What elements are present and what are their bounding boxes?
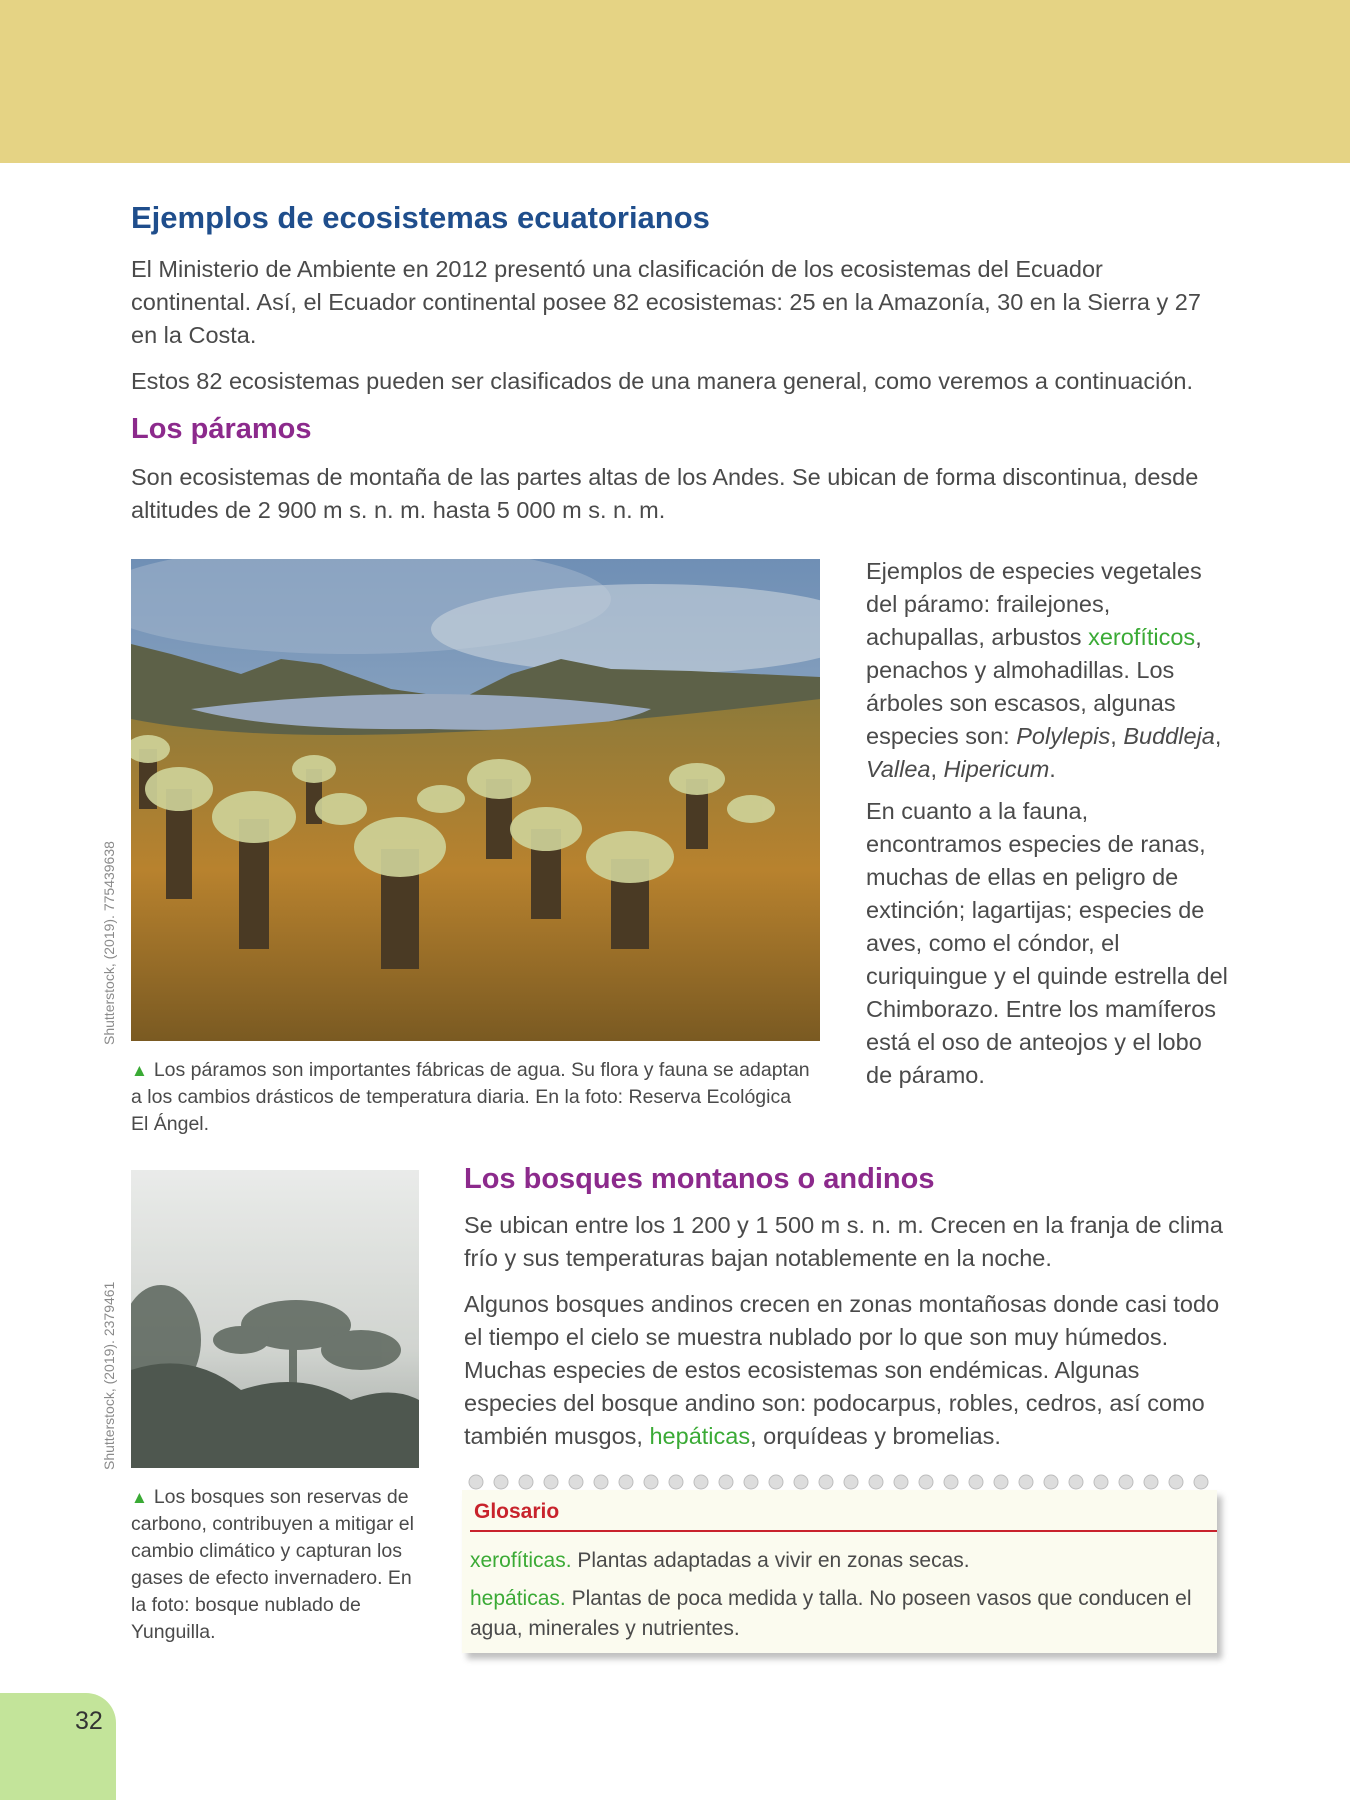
paramo-fauna-paragraph: En cuanto a la fauna, encontramos especies de ranas, muchas de ellas en peligro de extinción; lagartijas; especies de aves, como el cóndor, el curiquingue y el quinde estrella del Chimborazo. Entre los mamíferos está el oso de anteojos y el lobo de páramo. xyxy=(866,798,1228,1088)
species-buddleja: Buddleja xyxy=(1123,723,1215,749)
bosque-photo xyxy=(131,1170,419,1468)
flora-separator: , xyxy=(1110,723,1124,749)
species-polylepis: Polylepis xyxy=(1016,723,1111,749)
bosques-heading: Los bosques montanos o andinos xyxy=(464,1163,935,1195)
bosque-photo-credit: Shutterstock, (2019). 2379461 xyxy=(101,1281,117,1470)
glossary-entry-definition: Plantas de poca medida y talla. No poseen vasos que conducen el agua, minerales y nutrientes. xyxy=(470,1587,1192,1640)
triangle-icon: ▲ xyxy=(131,1488,148,1507)
paramos-heading: Los páramos xyxy=(131,413,312,445)
paramo-photo xyxy=(131,559,820,1041)
bosque-caption-text: Los bosques son reservas de carbono, contribuyen a mitigar el cambio climático y capturan los gases de efecto invernadero. En la foto: bosque nublado de Yunguilla. xyxy=(131,1486,414,1643)
paramos-paragraph: Son ecosistemas de montaña de las partes altas de los Andes. Se ubican de forma discontinua, desde altitudes de 2 900 m s. n. m. hasta 5 000 m s. n. m. xyxy=(131,464,1199,523)
glossary-entry xyxy=(470,1546,1210,1576)
bosques-text-b: , orquídeas y bromelias. xyxy=(750,1423,1001,1449)
glossary-divider xyxy=(470,1530,1217,1532)
intro-paragraph-2: Estos 82 ecosistemas pueden ser clasificados de una manera general, como veremos a continuación. xyxy=(131,368,1194,394)
intro-paragraph-1: El Ministerio de Ambiente en 2012 presentó una clasificación de los ecosistemas del Ecuador continental. Así, el Ecuador continental posee 82 ecosistemas: 25 en la Amazonía, 30 en la Sierra y 27 en la Costa. xyxy=(131,256,1201,348)
bosques-text-a: Algunos bosques andinos crecen en zonas montañosas donde casi todo el tiempo el cielo se muestra nublado por lo que son muy húmedos. Muchas especies de estos ecosistemas son endémicas. Algunas especies del bosque andino son: podocarpus, robles, cedros, así como también musgos, xyxy=(464,1291,1220,1449)
glossary-entry-term: xerofíticas. xyxy=(470,1549,572,1572)
section-title: Ejemplos de ecosistemas ecuatorianos xyxy=(131,200,710,235)
species-hipericum: Hipericum xyxy=(943,756,1050,782)
glossary-box xyxy=(462,1490,1217,1653)
bosque-caption xyxy=(131,1484,421,1646)
flora-separator: , xyxy=(1214,723,1222,749)
header-band xyxy=(0,0,1350,163)
page-number: 32 xyxy=(75,1707,103,1735)
cloud-forest-image xyxy=(131,1170,419,1468)
paramo-caption xyxy=(131,1057,811,1138)
flora-end: . xyxy=(1049,756,1056,782)
glossary-title: Glosario xyxy=(474,1500,560,1523)
bosques-paragraph-1: Se ubican entre los 1 200 y 1 500 m s. n. m. Crecen en la franja de clima frío y sus temperaturas bajan notablemente en la noche. xyxy=(464,1212,1223,1271)
bosques-paragraph-2 xyxy=(464,1288,1224,1453)
glossary-term-xerofiticos: xerofíticos xyxy=(1088,624,1196,650)
species-vallea: Vallea xyxy=(866,756,931,782)
paramo-landscape-image xyxy=(131,559,820,1041)
glossary-entry-definition: Plantas adaptadas a vivir en zonas secas. xyxy=(571,1549,970,1572)
glossary-term-hepaticas: hepáticas xyxy=(649,1423,751,1449)
glossary-entry xyxy=(470,1584,1210,1644)
paramo-flora-paragraph xyxy=(866,555,1228,786)
triangle-icon: ▲ xyxy=(131,1061,148,1080)
paramo-caption-text: Los páramos son importantes fábricas de agua. Su flora y fauna se adaptan a los cambios drásticos de temperatura diaria. En la foto: Reserva Ecológica El Ángel. xyxy=(131,1059,810,1135)
flora-text-b: , penachos y almohadillas. Los árboles son escasos, algunas especies son: xyxy=(866,624,1202,749)
paramo-photo-credit: Shutterstock, (2019). 775439638 xyxy=(101,841,117,1045)
glossary-entry-term: hepáticas. xyxy=(470,1587,566,1610)
flora-text-a: Ejemplos de especies vegetales del páramo: frailejones, achupallas, arbustos xyxy=(866,558,1202,650)
flora-separator: , xyxy=(930,756,944,782)
